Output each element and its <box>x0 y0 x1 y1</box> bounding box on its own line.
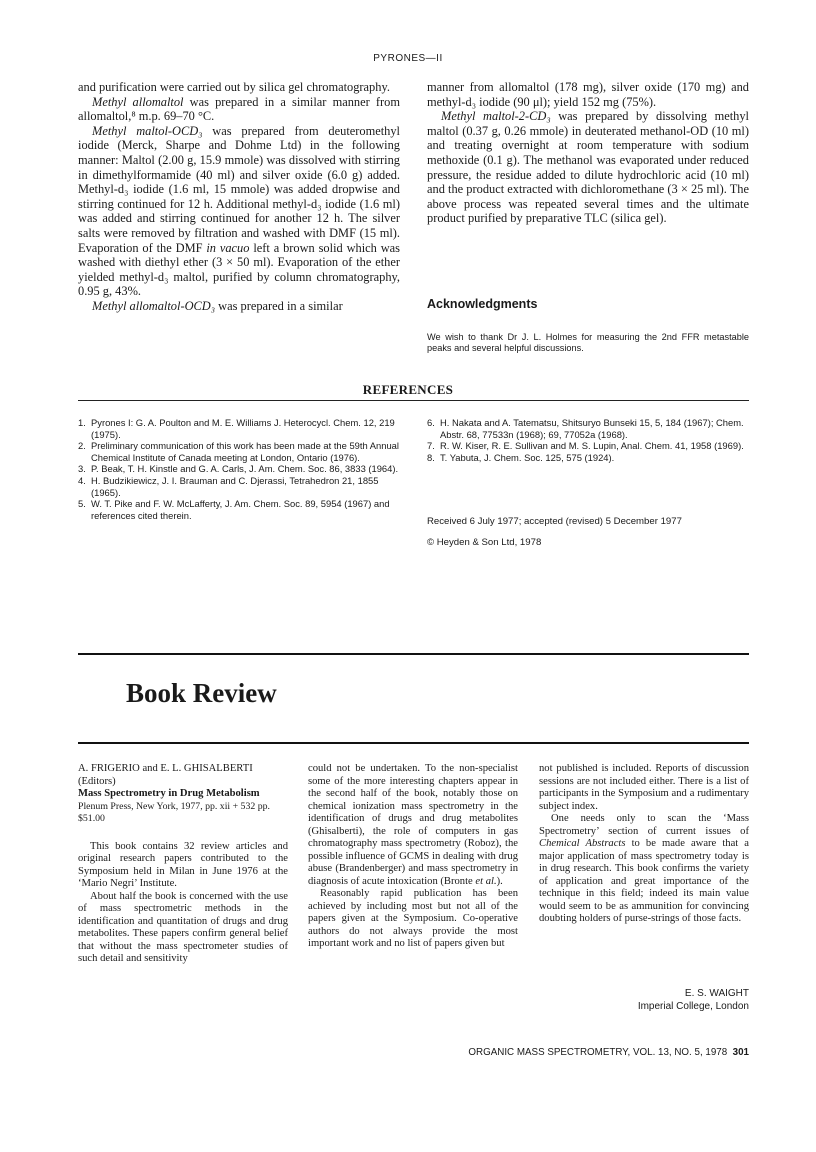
paragraph: Methyl maltol-OCD₃ was prepared from deuteromethyl iodide (Merck, Sharpe and Dohme Ltd) in the following manner: Maltol (2.00 g, 15.9 mmole) was dissolved with stirring in dimethylformamide (40 ml) and silver oxide (6.0 g) added. Methyl-d₃ iodide (1.6 ml, 15 mmole) was added dropwise and stirring continued for 12 h. Additional methyl-d₃ iodide (1.6 ml) was added and stirring continued for another 12 h. The silver salts were removed by filtration and washed with DMF (15 ml). Evaporation of the DMF in vacuo left a brown solid which was washed with diethyl ether (3 × 50 ml). Evaporation of the ether yielded methyl-d₃ maltol, purified by column chromatography, 0.95 g, 43%. <box>78 123 400 299</box>
paragraph: Methyl allomaltol was prepared in a similar manner from allomaltol,⁸ m.p. 69–70 °C. <box>78 94 400 124</box>
running-head: PYRONES—II <box>373 53 443 64</box>
left-text-column <box>78 80 400 314</box>
divider <box>78 400 749 401</box>
paragraph: About half the book is concerned with the use of mass spectrometric methods in the identification and quantitation of drugs and drug metabolites. These papers confirm general belief that without the mass spectrometer studies of such detail and sensitivity <box>78 890 288 964</box>
reviewer-affiliation: Imperial College, London <box>637 1001 749 1012</box>
page-number: 301 <box>732 1047 749 1058</box>
references-heading: REFERENCES <box>362 382 454 397</box>
reviewer-name: E. S. WAIGHT <box>684 988 749 999</box>
paragraph: Methyl allomaltol-OCD₃ was prepared in a similar <box>92 298 343 313</box>
book-publisher: Plenum Press, New York, 1977, pp. xii + 532 pp. $51.00 <box>78 800 270 824</box>
book-editors: (Editors) <box>78 775 116 787</box>
page-footer <box>0 1047 749 1058</box>
review-column-3 <box>539 763 749 926</box>
book-title: Mass Spectrometry in Drug Metabolism <box>78 788 260 799</box>
reference-item: 5. W. T. Pike and F. W. McLafferty, J. Am. Chem. Soc. 89, 5954 (1967) and references cited therein. <box>78 498 390 521</box>
paragraph: Methyl maltol-2-CD₃ was prepared by dissolving methyl maltol (0.37 g, 0.26 mmole) in deuterated methanol-OD (10 ml) and treating overnight at room temperature with sodium methoxide (0.1 g). The methanol was evaporated under reduced pressure, the residue added to dilute hydrochloric acid (10 ml) and the product extracted with dichloromethane (3 × 25 ml). The above process was repeated several times and the ultimate product purified by preparative TLC (silica gel). <box>427 109 749 226</box>
section-divider <box>78 653 749 655</box>
reference-item: 1. Pyrones I: G. A. Poulton and M. E. Williams J. Heterocycl. Chem. 12, 219 (1975). <box>78 417 395 440</box>
reference-item: 7. R. W. Kiser, R. E. Sullivan and M. S. Lupin, Anal. Chem. 41, 1958 (1969). <box>427 440 744 452</box>
paragraph: manner from allomaltol (178 mg), silver oxide (170 mg) and methyl-d₃ iodide (90 μl); yield 152 mg (75%). <box>427 80 749 109</box>
reviewer-signature <box>539 987 749 1013</box>
paragraph: could not be undertaken. To the non-specialist some of the more interesting chapters appear in the second half of the book, notably those on chemical ionization mass spectrometry in the identification of drugs and drug metabolites (Ghisalberti), the role of computers in gas chromatography mass spectrometry (Roboz), the possible influence of GCMS in dealing with drug abuse (Brandenberger) and mass spectrometry in diagnosis of acute intoxication (Bronte et al.). <box>308 763 518 887</box>
reference-item: 4. H. Budzikiewicz, J. I. Brauman and C. Djerassi, Tetrahedron 21, 1855 (1965). <box>78 474 379 498</box>
reference-item: 3. P. Beak, T. H. Kinstle and G. A. Carls, J. Am. Chem. Soc. 86, 3833 (1964). <box>78 463 399 475</box>
journal-citation: ORGANIC MASS SPECTROMETRY, VOL. 13, NO. 5, 1978 <box>468 1047 728 1058</box>
reference-item: 2. Preliminary communication of this work has been made at the 59th Annual Chemical Institute of Canada meeting at London, Ontario (1976). <box>78 440 399 463</box>
paragraph: This book contains 32 review articles and original research papers contributed to the Symposium held in Milan in June 1976 at the ‘Mario Negri’ Institute. <box>78 840 288 889</box>
reference-list-left <box>78 417 400 521</box>
copyright-notice: © Heyden & Son Ltd, 1978 <box>427 537 542 548</box>
review-column-1 <box>78 763 288 966</box>
review-column-2 <box>308 763 518 951</box>
paragraph: Reasonably rapid publication has been achieved by including most but not all of the papers given at the Symposium. Co-operative authors do not always provide the most important work and no list of papers given but <box>308 888 518 949</box>
section-divider <box>78 742 749 744</box>
reference-list-right <box>427 417 749 463</box>
reference-item: 8. T. Yabuta, J. Chem. Soc. 125, 575 (1924). <box>427 451 615 463</box>
acknowledgments-text: We wish to thank Dr J. L. Holmes for measuring the 2nd FFR metastable peaks and several helpful discussions. <box>427 332 749 354</box>
paragraph: not published is included. Reports of discussion sessions are not included either. There is a list of participants in the Symposium and a rudimentary subject index. <box>539 763 749 812</box>
paragraph: One needs only to scan the ‘Mass Spectrometry’ section of current issues of Chemical Abstracts to be made aware that a major application of mass spectrometry today is in drug research. This book confirms the variety of application and great importance of the technique in this field; indeed its main value would seem to be as ammunition for convincing doubting holders of purse-strings of those facts. <box>539 813 749 924</box>
reference-item: 6. H. Nakata and A. Tatematsu, Shitsuryo Bunseki 15, 5, 184 (1967); Chem. Abstr. 68, 77533n (1968); 69, 77052a (1968). <box>427 417 744 440</box>
right-text-column <box>427 80 749 226</box>
acknowledgments-heading: Acknowledgments <box>427 297 538 311</box>
book-authors: A. FRIGERIO and E. L. GHISALBERTI <box>78 763 253 774</box>
received-dates: Received 6 July 1977; accepted (revised) 5 December 1977 <box>427 516 682 527</box>
paragraph: and purification were carried out by silica gel chromatography. <box>78 80 390 94</box>
section-title: Book Review <box>126 678 277 708</box>
